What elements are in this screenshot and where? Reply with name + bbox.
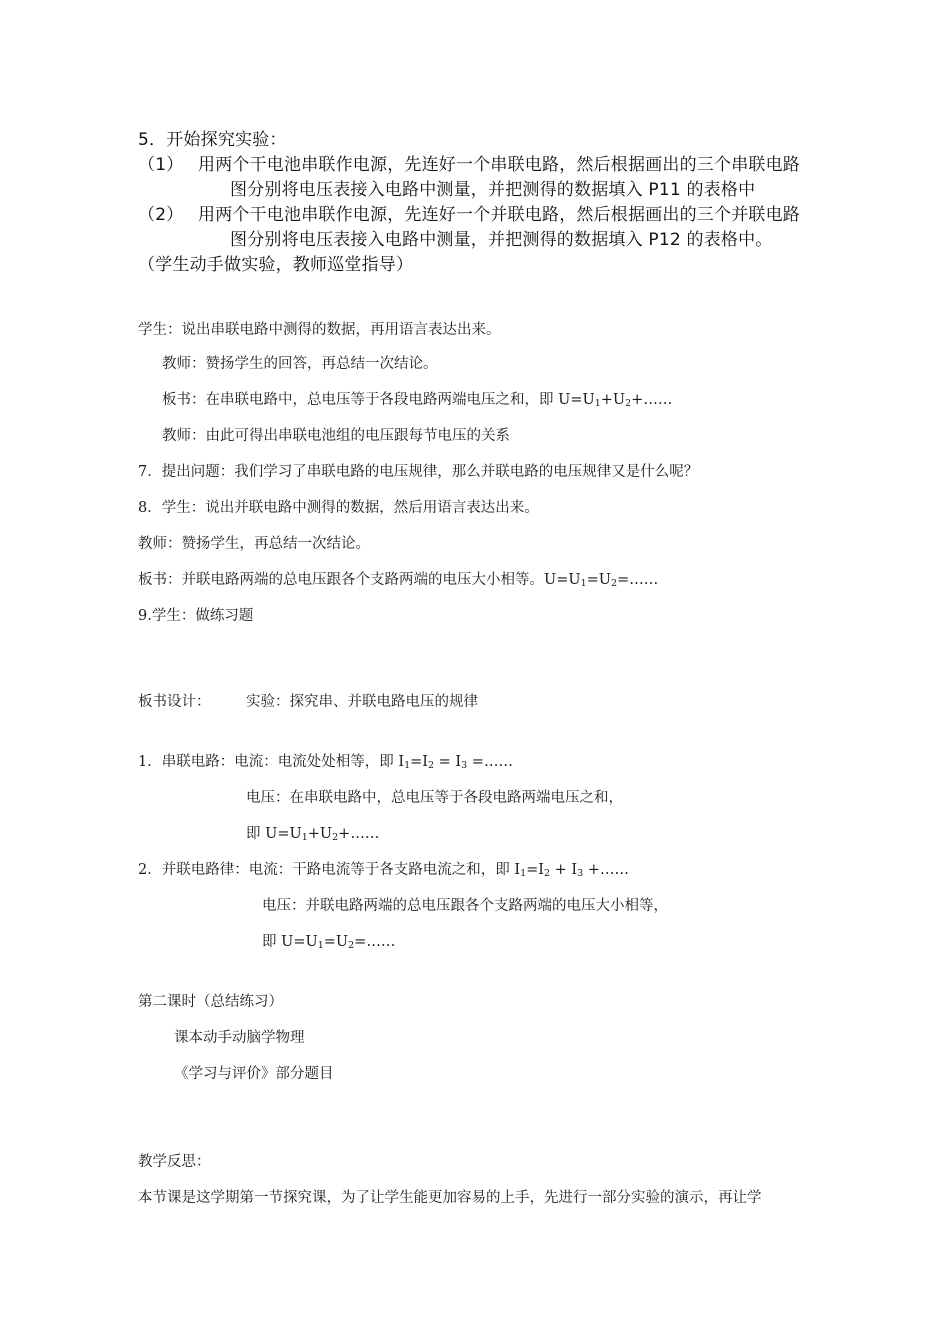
series-voltage-rule: 电压：在串联电路中，总电压等于各段电路两端电压之和， xyxy=(246,790,623,806)
reflection-title: 教学反思： xyxy=(138,1154,211,1170)
line-board-parallel: 板书：并联电路两端的总电压跟各个支路两端的电压大小相等。$U=U_1=U_2=\dots\dots$ xyxy=(138,572,659,589)
lesson2-title: 第二课时（总结练习） xyxy=(138,994,283,1010)
line-student-series: 学生：说出串联电路中测得的数据，再用语言表达出来。 xyxy=(138,322,501,338)
reflection-text: 本节课是这学期第一节探究课，为了让学生能更加容易的上手，先进行一部分实验的演示，再让学 xyxy=(138,1190,762,1206)
experiment-heading: 5．开始探究实验： xyxy=(138,130,287,150)
item1-line2: 图分别将电压表接入电路中测量，并把测得的数据填入 P11 的表格中 xyxy=(230,180,756,200)
parallel-voltage-rule: 电压：并联电路两端的总电压跟各个支路两端的电压大小相等， xyxy=(262,898,668,914)
lesson2-item-textbook: 课本动手动脑学物理 xyxy=(174,1030,305,1046)
line-teacher-battery: 教师：由此可得出串联电池组的电压跟每节电压的关系 xyxy=(162,428,510,444)
parallel-voltage-formula: 即 $U=U_1=U_2=\dots\dots$ xyxy=(262,934,396,951)
line-teacher-praise-2: 教师：赞扬学生，再总结一次结论。 xyxy=(138,536,370,552)
line-teacher-praise: 教师：赞扬学生的回答，再总结一次结论。 xyxy=(162,356,438,372)
experiment-note: （学生动手做实验，教师巡堂指导） xyxy=(138,255,414,275)
series-current-rule: 1．串联电路：电流：电流处处相等，即 $I_1=I_2 = I_3$ =…… xyxy=(138,754,513,771)
parallel-current-rule: 2．并联电路律：电流：干路电流等于各支路电流之和，即 $I_1=I_2 + I_3$ +…… xyxy=(138,862,629,879)
item2-line1: 用两个干电池串联作电源，先连好一个并联电路，然后根据画出的三个并联电路 xyxy=(198,205,800,225)
item1-number: （1） xyxy=(138,155,184,175)
item2-line2: 图分别将电压表接入电路中测量，并把测得的数据填入 P12 的表格中。 xyxy=(230,230,773,250)
item1-line1: 用两个干电池串联作电源，先连好一个串联电路，然后根据画出的三个串联电路 xyxy=(198,155,800,175)
board-design-label: 板书设计： xyxy=(138,694,211,710)
series-voltage-formula: 即 $U=U_1+U_2+\dots\dots$ xyxy=(246,826,380,843)
lesson2-item-evaluation: 《学习与评价》部分题目 xyxy=(174,1066,334,1082)
item2-number: （2） xyxy=(138,205,184,225)
line-student-exercise: 9.学生：做练习题 xyxy=(138,608,254,624)
line-question-7: 7．提出问题：我们学习了串联电路的电压规律，那么并联电路的电压规律又是什么呢？ xyxy=(138,464,699,480)
board-design-title: 实验：探究串、并联电路电压的规律 xyxy=(246,694,478,710)
line-student-parallel: 8．学生：说出并联电路中测得的数据，然后用语言表达出来。 xyxy=(138,500,539,516)
line-board-series: 板书：在串联电路中，总电压等于各段电路两端电压之和，即 $U=U_1+U_2+\dots\dots$ xyxy=(162,392,673,409)
